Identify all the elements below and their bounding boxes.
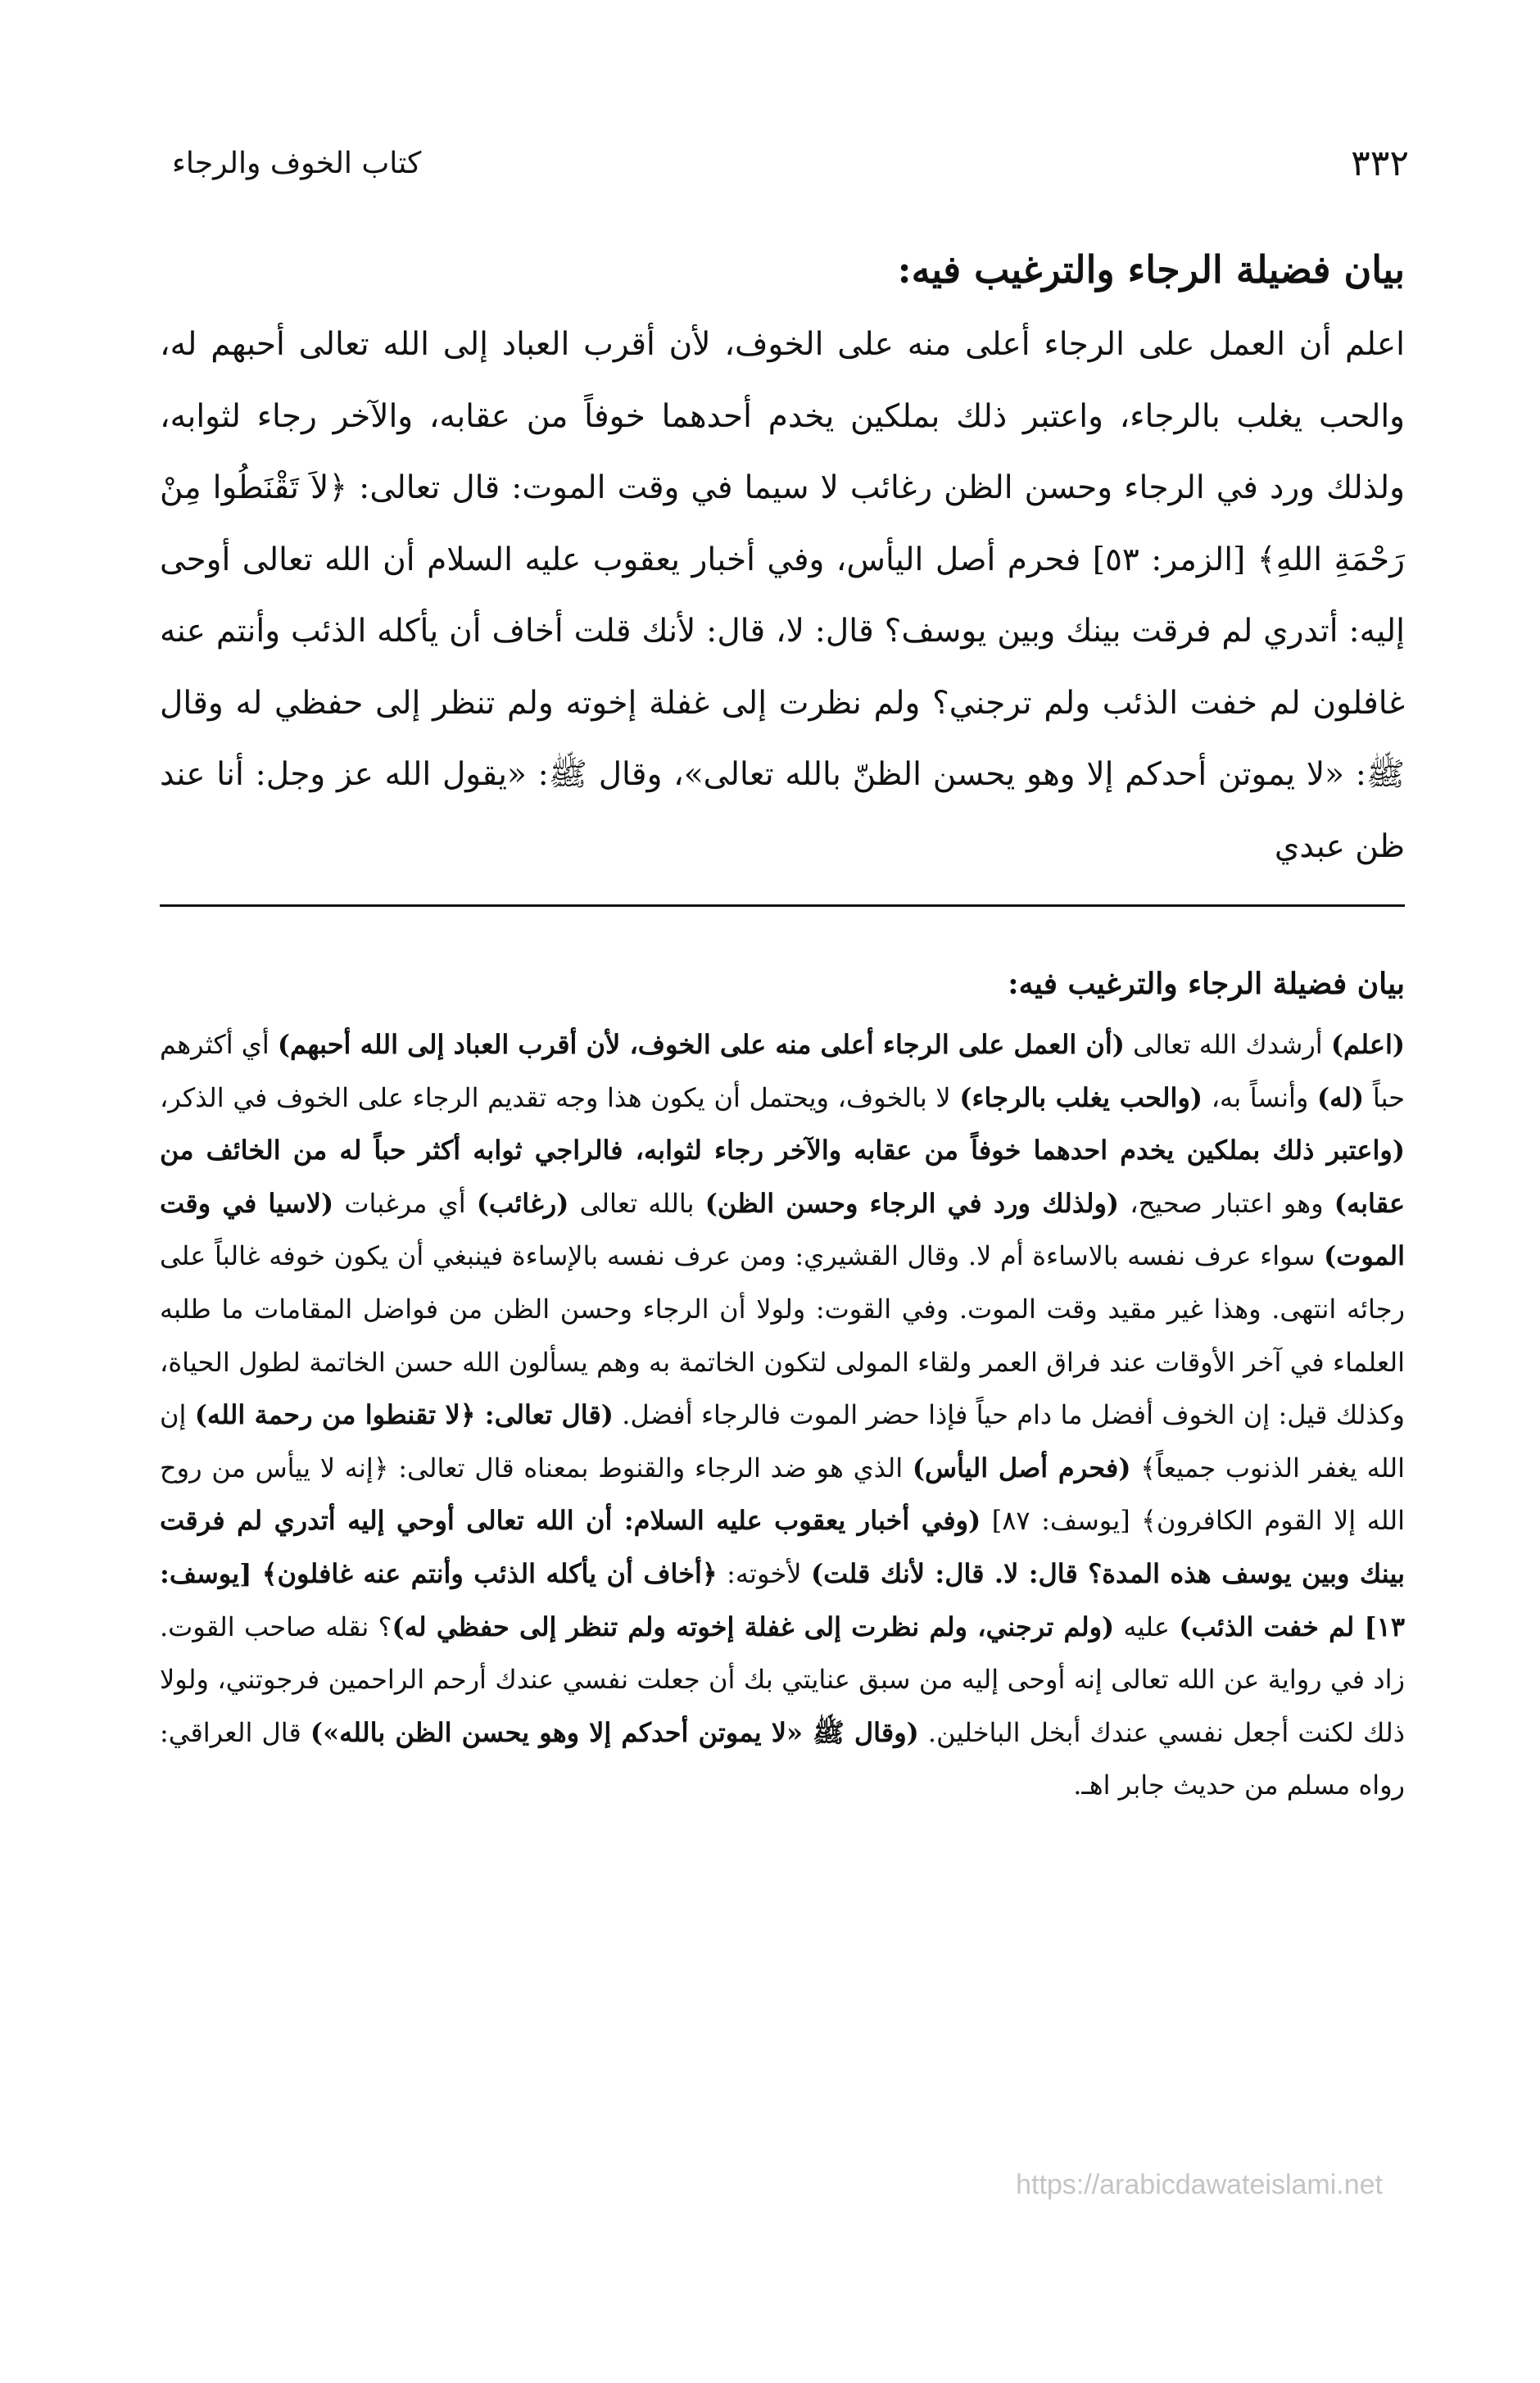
quoted-matn-segment: (أن العمل على الرجاء أعلى منه على الخوف، لأن أقرب العباد إلى الله أحبهم) bbox=[277, 1029, 1125, 1060]
section-divider bbox=[160, 904, 1405, 907]
commentary-segment: الذي هو ضد الرجاء والقنوط بمعناه قال تعالى: ﴿إنه لا ييأس من روح الله إلا القوم الكافرون﴾ [يوسف: ٨٧] bbox=[160, 1452, 1406, 1537]
commentary-segment: أي أكثرهم حباً bbox=[160, 1029, 1406, 1113]
quoted-matn-segment: (ولم ترجني، ولم نظرت إلى غفلة إخوته ولم تنظر إلى حفظي له) bbox=[392, 1611, 1115, 1642]
commentary-segment: ؟ نقله صاحب القوت. زاد في رواية عن الله تعالى إنه أوحى إليه من سبق عنايتي بك أن جعلت نفسي عندك أرحم الراحمين فرجوتني، ولولا ذلك لكنت أجعل نفسي عندك أبخل الباخلين. bbox=[160, 1611, 1405, 1748]
running-header bbox=[172, 139, 1409, 197]
commentary-heading: بيان فضيلة الرجاء والترغيب فيه: bbox=[1008, 967, 1405, 1001]
commentary-segment: إن الله يغفر الذنوب جميعاً﴾ bbox=[160, 1399, 1406, 1484]
quoted-matn-segment: (واعتبر ذلك بملكين يخدم احدهما خوفاً من عقابه والآخر رجاء لثوابه، فالراجي ثوابه أكثر حباً له من الخائف من عقابه) bbox=[160, 1135, 1406, 1219]
commentary-segment: بالله تعالى bbox=[568, 1187, 705, 1219]
watermark-url: https://arabicdawateislami.net bbox=[1016, 2169, 1383, 2200]
quoted-matn-segment: (فحرم أصل اليأس) bbox=[912, 1452, 1131, 1484]
quoted-matn-segment: (لاسيا في وقت الموت) bbox=[160, 1187, 1405, 1272]
quoted-matn-segment: (وقال ﷺ «لا يموتن أحدكم إلا وهو يحسن الظن بالله») bbox=[310, 1716, 919, 1748]
page-number: ٣٣٢ bbox=[1351, 143, 1409, 184]
quoted-matn-segment: (ولذلك ورد في الرجاء وحسن الظن) bbox=[704, 1187, 1120, 1219]
main-text-heading: بيان فضيلة الرجاء والترغيب فيه: bbox=[897, 247, 1405, 292]
quoted-matn-segment: (قال تعالى: ﴿لا تقنطوا من رحمة الله) bbox=[194, 1399, 614, 1431]
commentary-segment: أي مرغبات bbox=[333, 1187, 477, 1219]
commentary-segment: عليه bbox=[1114, 1611, 1180, 1642]
main-text-section bbox=[160, 233, 1405, 882]
commentary-segment: لا بالخوف، ويحتمل أن يكون هذا وجه تقديم الرجاء على الخوف في الذكر، bbox=[160, 1081, 960, 1113]
commentary-segment: وهو اعتبار صحيح، bbox=[1119, 1187, 1334, 1219]
commentary-paragraph bbox=[160, 1018, 1405, 1812]
commentary-segment: وأنساً به، bbox=[1203, 1081, 1317, 1113]
quoted-matn-segment: (والحب يغلب بالرجاء) bbox=[959, 1081, 1203, 1113]
quoted-matn-segment: (له) bbox=[1316, 1081, 1365, 1113]
commentary-segment: أرشدك الله تعالى bbox=[1124, 1029, 1331, 1060]
commentary-section bbox=[160, 954, 1405, 1812]
commentary-segment: لأخوته: bbox=[717, 1557, 811, 1589]
quoted-matn-segment: ﴿أخاف أن يأكله الذئب وأنتم عنه غافلون﴾ [يوسف: ١٣] لم خفت الذئب) bbox=[160, 1557, 1406, 1642]
commentary-segment: سواء عرف نفسه بالاساءة أم لا. وقال القشيري: ومن عرف نفسه بالإساءة فينبغي أن يكون خوفه غالباً على رجائه انتهى. وهذا غير مقيد وقت الموت. وفي القوت: ولولا أن الرجاء وحسن الظن من فواضل المقامات ما طلبه العلماء في آخر الأوقات عند فراق العمر ولقاء المولى لتكون الخاتمة به وهم يسألون الله حسن الخاتمة لطول الحياة، وكذلك قيل: إن الخوف أفضل ما دام حياً فإذا حضر الموت فالرجاء أفضل. bbox=[160, 1240, 1406, 1431]
quoted-matn-segment: (اعلم) bbox=[1330, 1029, 1406, 1060]
commentary-segment: قال العراقي: رواه مسلم من حديث جابر اهـ. bbox=[160, 1716, 1405, 1801]
book-title: كتاب الخوف والرجاء bbox=[172, 147, 422, 180]
quoted-matn-segment: (رغائب) bbox=[476, 1187, 569, 1219]
quoted-matn-segment: (وفي أخبار يعقوب عليه السلام: أن الله تعالى أوحي إليه أتدري لم فرقت بينك وبين يوسف هذه المدة؟ قال: لا. قال: لأنك قلت) bbox=[160, 1505, 1406, 1589]
main-text-paragraph: اعلم أن العمل على الرجاء أعلى منه على الخوف، لأن أقرب العباد إلى الله تعالى أحبهم له، والحب يغلب بالرجاء، واعتبر ذلك بملكين يخدم أحدهما خوفاً من عقابه، والآخر رجاء لثوابه، ولذلك ورد في الرجاء وحسن الظن رغائب لا سيما في وقت الموت: قال تعالى: ﴿لاَ تَقْنَطُوا مِنْ رَحْمَةِ اللهِ﴾ [الزمر: ٥٣] فحرم أصل اليأس، وفي أخبار يعقوب عليه السلام أن الله تعالى أوحى إليه: أتدري لم فرقت بينك وبين يوسف؟ قال: لا، قال: لأنك قلت أخاف أن يأكله الذئب وأنتم عنه غافلون لم خفت الذئب ولم ترجني؟ ولم نظرت إلى غفلة إخوته ولم تنظر إلى حفظي له وقال ﷺ: «لا يموتن أحدكم إلا وهو يحسن الظنّ بالله تعالى»، وقال ﷺ: «يقول الله عز وجل: أنا عند ظن عبدي bbox=[160, 326, 1406, 865]
